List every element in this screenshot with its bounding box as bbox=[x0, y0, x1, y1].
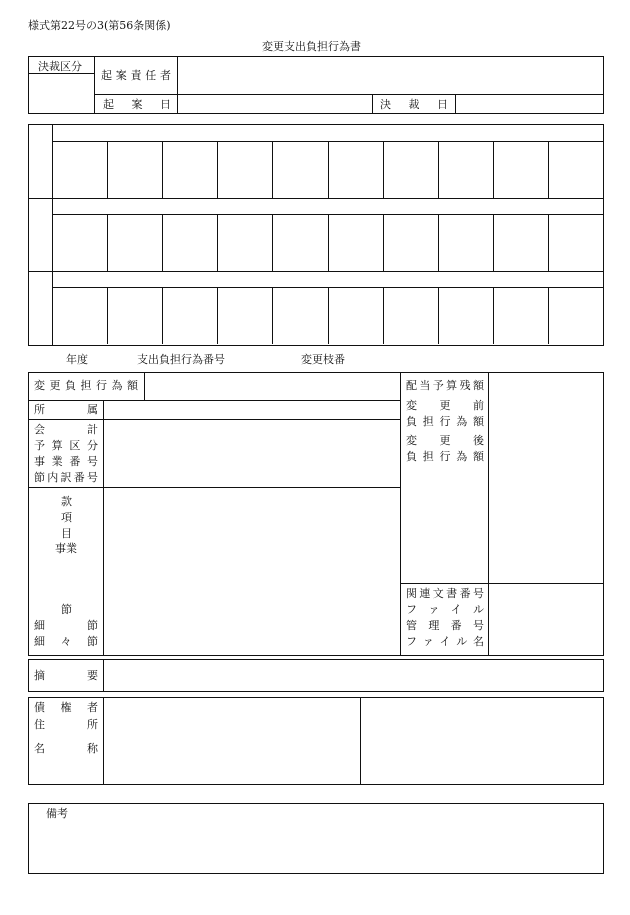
kanren-bunsho-label: 関 連 文 書 番 号 bbox=[406, 587, 484, 600]
kanri-bango-label: 管 理 番 号 bbox=[406, 619, 484, 632]
biko-field[interactable] bbox=[44, 822, 600, 871]
kou-label: 項 bbox=[61, 511, 72, 524]
stamp-cell[interactable] bbox=[494, 215, 547, 270]
henko-go-label: 変 更 後 bbox=[406, 434, 484, 447]
stamp-cell[interactable] bbox=[384, 215, 437, 270]
haito-zangaku-label: 配 当 予 算 残 額 bbox=[406, 379, 484, 392]
kessai-kubun-field[interactable] bbox=[30, 75, 93, 112]
futan-bango-label: 支出負担行為番号 bbox=[137, 353, 225, 366]
kaikei-field[interactable] bbox=[105, 421, 399, 486]
kaikei-label: 会 計 bbox=[34, 423, 98, 436]
stamp-cell[interactable] bbox=[549, 142, 602, 197]
shozoku-label: 所 属 bbox=[34, 403, 98, 416]
setsu-label: 節 bbox=[61, 603, 72, 616]
kian-sekininsha-label: 起 案 責 任 者 bbox=[101, 69, 171, 82]
form-number: 様式第22号の3(第56条関係) bbox=[28, 19, 171, 32]
stamp-cell[interactable] bbox=[439, 288, 492, 343]
stamp-cell[interactable] bbox=[384, 142, 437, 197]
nendo-label: 年度 bbox=[66, 353, 88, 366]
creditor-address-field[interactable] bbox=[105, 699, 359, 783]
stamp-cell[interactable] bbox=[549, 215, 602, 270]
kian-bi-field[interactable] bbox=[179, 96, 371, 113]
meisho-label: 名 称 bbox=[34, 742, 98, 755]
stamp-cell[interactable] bbox=[108, 215, 161, 270]
stamp-cell[interactable] bbox=[53, 142, 106, 197]
saisaisetsu-label: 細 々 節 bbox=[34, 635, 98, 648]
stamp-cell[interactable] bbox=[108, 142, 161, 197]
stamp-cell[interactable] bbox=[329, 142, 382, 197]
kessai-kubun-label: 決裁区分 bbox=[38, 60, 82, 73]
jigyo-label: 事業 bbox=[55, 542, 77, 555]
futan-gaku-field[interactable] bbox=[490, 374, 602, 582]
stamp-cell[interactable] bbox=[53, 288, 106, 343]
stamp-cell[interactable] bbox=[108, 288, 161, 343]
stamp-cell[interactable] bbox=[218, 142, 271, 197]
kamoku-field[interactable] bbox=[105, 489, 399, 654]
stamp-cell[interactable] bbox=[53, 215, 106, 270]
tekiyo-field[interactable] bbox=[105, 661, 602, 690]
kan-label: 款 bbox=[61, 495, 72, 508]
saisetsu-label: 細 節 bbox=[34, 619, 98, 632]
henko-gaku-field[interactable] bbox=[146, 374, 399, 399]
moku-label: 目 bbox=[61, 527, 72, 540]
stamp-cell[interactable] bbox=[218, 215, 271, 270]
kanren-field[interactable] bbox=[490, 585, 602, 654]
kian-sekininsha-field[interactable] bbox=[179, 58, 602, 93]
henko-edaban-label: 変更枝番 bbox=[301, 353, 345, 366]
stamp-cell[interactable] bbox=[549, 288, 602, 343]
stamp-cell[interactable] bbox=[218, 288, 271, 343]
stamp-cell[interactable] bbox=[273, 142, 326, 197]
stamp-cell[interactable] bbox=[494, 142, 547, 197]
jusho-label: 住 所 bbox=[34, 718, 98, 731]
tekiyo-label: 摘 要 bbox=[34, 669, 98, 682]
kessai-bi-label: 決 裁 日 bbox=[380, 98, 448, 111]
jigyo-bango-label: 事 業 番 号 bbox=[34, 455, 98, 468]
go-futan-label: 負 担 行 為 額 bbox=[406, 450, 484, 463]
stamp-cell[interactable] bbox=[329, 215, 382, 270]
mae-futan-label: 負 担 行 為 額 bbox=[406, 415, 484, 428]
page-title: 変更支出負担行為書 bbox=[262, 40, 361, 53]
stamp-cell[interactable] bbox=[384, 288, 437, 343]
shozoku-field[interactable] bbox=[105, 402, 399, 418]
stamp-cell[interactable] bbox=[329, 288, 382, 343]
stamp-cell[interactable] bbox=[163, 288, 216, 343]
stamp-cell[interactable] bbox=[273, 288, 326, 343]
stamp-cell[interactable] bbox=[163, 142, 216, 197]
stamp-cell[interactable] bbox=[273, 215, 326, 270]
yosan-kubun-label: 予 算 区 分 bbox=[34, 439, 98, 452]
saikensha-label: 債 権 者 bbox=[34, 701, 98, 714]
stamp-cell[interactable] bbox=[439, 142, 492, 197]
stamp-cell[interactable] bbox=[163, 215, 216, 270]
file-kanri-label: フ ァ イ ル bbox=[406, 603, 484, 616]
creditor-extra-field[interactable] bbox=[362, 699, 602, 783]
stamp-cell[interactable] bbox=[439, 215, 492, 270]
stamp-cell[interactable] bbox=[494, 288, 547, 343]
file-mei-label: フ ァ イ ル 名 bbox=[406, 635, 484, 648]
setsu-uchiwake-label: 節 内 訳 番 号 bbox=[34, 471, 98, 484]
henko-gaku-label: 変 更 負 担 行 為 額 bbox=[34, 379, 138, 392]
biko-label: 備考 bbox=[46, 807, 68, 820]
henko-mae-label: 変 更 前 bbox=[406, 399, 484, 412]
kian-bi-label: 起 案 日 bbox=[103, 98, 171, 111]
kessai-bi-field[interactable] bbox=[457, 96, 602, 113]
